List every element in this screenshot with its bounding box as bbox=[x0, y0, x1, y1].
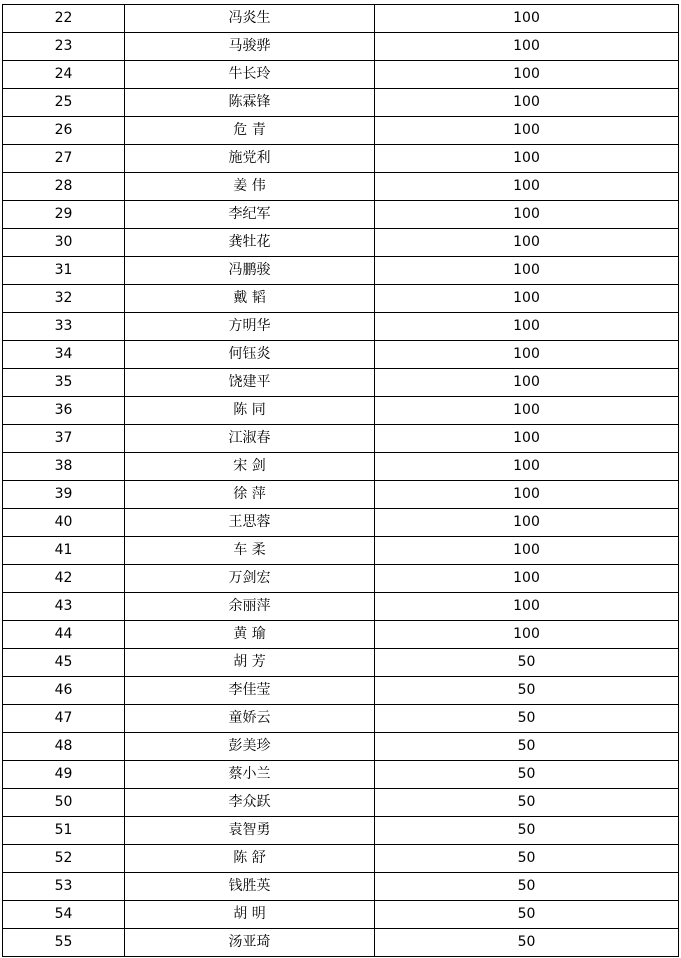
row-amount-cell: 100 bbox=[375, 369, 679, 397]
row-number-cell: 34 bbox=[3, 341, 125, 369]
table-row bbox=[3, 733, 679, 761]
row-number-cell: 50 bbox=[3, 789, 125, 817]
row-number-cell: 22 bbox=[3, 5, 125, 33]
row-amount-cell: 100 bbox=[375, 33, 679, 61]
row-name-cell: 彭美珍 bbox=[125, 733, 375, 761]
table-row bbox=[3, 789, 679, 817]
table-row bbox=[3, 369, 679, 397]
row-name-cell: 龚牡花 bbox=[125, 229, 375, 257]
table-body bbox=[3, 5, 679, 957]
table-row bbox=[3, 565, 679, 593]
row-number-cell: 54 bbox=[3, 901, 125, 929]
row-name-cell: 余丽萍 bbox=[125, 593, 375, 621]
row-amount-cell: 50 bbox=[375, 733, 679, 761]
row-amount-cell: 100 bbox=[375, 229, 679, 257]
row-number-cell: 48 bbox=[3, 733, 125, 761]
table-row bbox=[3, 257, 679, 285]
row-number-cell: 36 bbox=[3, 397, 125, 425]
table-row bbox=[3, 817, 679, 845]
row-number-cell: 23 bbox=[3, 33, 125, 61]
row-number-cell: 45 bbox=[3, 649, 125, 677]
row-number-cell: 39 bbox=[3, 481, 125, 509]
row-number-cell: 29 bbox=[3, 201, 125, 229]
row-number-cell: 24 bbox=[3, 61, 125, 89]
row-number-cell: 27 bbox=[3, 145, 125, 173]
row-name-cell: 万剑宏 bbox=[125, 565, 375, 593]
table-row bbox=[3, 229, 679, 257]
row-amount-cell: 100 bbox=[375, 117, 679, 145]
row-number-cell: 53 bbox=[3, 873, 125, 901]
row-amount-cell: 100 bbox=[375, 257, 679, 285]
row-amount-cell: 100 bbox=[375, 537, 679, 565]
row-amount-cell: 50 bbox=[375, 901, 679, 929]
row-name-cell: 胡 芳 bbox=[125, 649, 375, 677]
row-name-cell: 钱胜英 bbox=[125, 873, 375, 901]
table-row bbox=[3, 481, 679, 509]
table-row bbox=[3, 649, 679, 677]
table-row bbox=[3, 117, 679, 145]
row-amount-cell: 50 bbox=[375, 705, 679, 733]
row-amount-cell: 100 bbox=[375, 89, 679, 117]
row-amount-cell: 100 bbox=[375, 5, 679, 33]
row-number-cell: 51 bbox=[3, 817, 125, 845]
row-name-cell: 李佳莹 bbox=[125, 677, 375, 705]
row-name-cell: 李纪军 bbox=[125, 201, 375, 229]
row-name-cell: 徐 萍 bbox=[125, 481, 375, 509]
row-name-cell: 牛长玲 bbox=[125, 61, 375, 89]
row-name-cell: 马骏骅 bbox=[125, 33, 375, 61]
row-name-cell: 陈 同 bbox=[125, 397, 375, 425]
table-row bbox=[3, 341, 679, 369]
table-row bbox=[3, 5, 679, 33]
row-amount-cell: 100 bbox=[375, 453, 679, 481]
row-name-cell: 车 柔 bbox=[125, 537, 375, 565]
row-number-cell: 52 bbox=[3, 845, 125, 873]
row-number-cell: 35 bbox=[3, 369, 125, 397]
row-name-cell: 王思蓉 bbox=[125, 509, 375, 537]
row-amount-cell: 100 bbox=[375, 509, 679, 537]
table-row bbox=[3, 61, 679, 89]
row-name-cell: 饶建平 bbox=[125, 369, 375, 397]
row-number-cell: 33 bbox=[3, 313, 125, 341]
row-name-cell: 李众跃 bbox=[125, 789, 375, 817]
table-row bbox=[3, 425, 679, 453]
table-row bbox=[3, 873, 679, 901]
row-name-cell: 袁智勇 bbox=[125, 817, 375, 845]
row-name-cell: 冯炎生 bbox=[125, 5, 375, 33]
row-amount-cell: 100 bbox=[375, 285, 679, 313]
row-name-cell: 汤亚琦 bbox=[125, 929, 375, 957]
row-amount-cell: 100 bbox=[375, 593, 679, 621]
table-row bbox=[3, 453, 679, 481]
row-number-cell: 40 bbox=[3, 509, 125, 537]
table-row bbox=[3, 89, 679, 117]
table-row bbox=[3, 621, 679, 649]
row-name-cell: 施党利 bbox=[125, 145, 375, 173]
row-amount-cell: 100 bbox=[375, 173, 679, 201]
table-row bbox=[3, 593, 679, 621]
table-row bbox=[3, 173, 679, 201]
row-amount-cell: 100 bbox=[375, 565, 679, 593]
table-row bbox=[3, 509, 679, 537]
row-number-cell: 30 bbox=[3, 229, 125, 257]
row-name-cell: 陈霖锋 bbox=[125, 89, 375, 117]
row-name-cell: 危 青 bbox=[125, 117, 375, 145]
row-number-cell: 42 bbox=[3, 565, 125, 593]
row-number-cell: 43 bbox=[3, 593, 125, 621]
table-row bbox=[3, 313, 679, 341]
table-row bbox=[3, 845, 679, 873]
row-number-cell: 25 bbox=[3, 89, 125, 117]
row-number-cell: 28 bbox=[3, 173, 125, 201]
row-name-cell: 何钰炎 bbox=[125, 341, 375, 369]
row-number-cell: 55 bbox=[3, 929, 125, 957]
row-name-cell: 方明华 bbox=[125, 313, 375, 341]
row-name-cell: 童娇云 bbox=[125, 705, 375, 733]
table-row bbox=[3, 285, 679, 313]
row-amount-cell: 50 bbox=[375, 873, 679, 901]
row-name-cell: 江淑春 bbox=[125, 425, 375, 453]
row-amount-cell: 100 bbox=[375, 313, 679, 341]
row-number-cell: 38 bbox=[3, 453, 125, 481]
table-row bbox=[3, 761, 679, 789]
table-row bbox=[3, 33, 679, 61]
table-row bbox=[3, 145, 679, 173]
row-name-cell: 姜 伟 bbox=[125, 173, 375, 201]
row-name-cell: 陈 舒 bbox=[125, 845, 375, 873]
row-amount-cell: 100 bbox=[375, 201, 679, 229]
row-number-cell: 26 bbox=[3, 117, 125, 145]
row-amount-cell: 100 bbox=[375, 425, 679, 453]
row-amount-cell: 50 bbox=[375, 677, 679, 705]
row-number-cell: 46 bbox=[3, 677, 125, 705]
table-row bbox=[3, 201, 679, 229]
row-number-cell: 49 bbox=[3, 761, 125, 789]
row-name-cell: 冯鹏骏 bbox=[125, 257, 375, 285]
row-number-cell: 31 bbox=[3, 257, 125, 285]
row-amount-cell: 50 bbox=[375, 761, 679, 789]
row-amount-cell: 50 bbox=[375, 789, 679, 817]
row-amount-cell: 50 bbox=[375, 817, 679, 845]
row-amount-cell: 100 bbox=[375, 621, 679, 649]
row-amount-cell: 100 bbox=[375, 145, 679, 173]
table-row bbox=[3, 705, 679, 733]
row-number-cell: 41 bbox=[3, 537, 125, 565]
row-amount-cell: 100 bbox=[375, 481, 679, 509]
row-amount-cell: 50 bbox=[375, 649, 679, 677]
table-row bbox=[3, 397, 679, 425]
row-number-cell: 47 bbox=[3, 705, 125, 733]
row-name-cell: 宋 剑 bbox=[125, 453, 375, 481]
row-name-cell: 蔡小兰 bbox=[125, 761, 375, 789]
row-number-cell: 37 bbox=[3, 425, 125, 453]
row-number-cell: 32 bbox=[3, 285, 125, 313]
row-amount-cell: 100 bbox=[375, 397, 679, 425]
row-name-cell: 胡 明 bbox=[125, 901, 375, 929]
row-amount-cell: 50 bbox=[375, 929, 679, 957]
table-row bbox=[3, 901, 679, 929]
table-row bbox=[3, 677, 679, 705]
donation-list-table bbox=[2, 4, 679, 957]
table-row bbox=[3, 929, 679, 957]
row-amount-cell: 100 bbox=[375, 341, 679, 369]
row-amount-cell: 100 bbox=[375, 61, 679, 89]
row-name-cell: 戴 韬 bbox=[125, 285, 375, 313]
row-amount-cell: 50 bbox=[375, 845, 679, 873]
row-name-cell: 黄 瑜 bbox=[125, 621, 375, 649]
table-row bbox=[3, 537, 679, 565]
row-number-cell: 44 bbox=[3, 621, 125, 649]
